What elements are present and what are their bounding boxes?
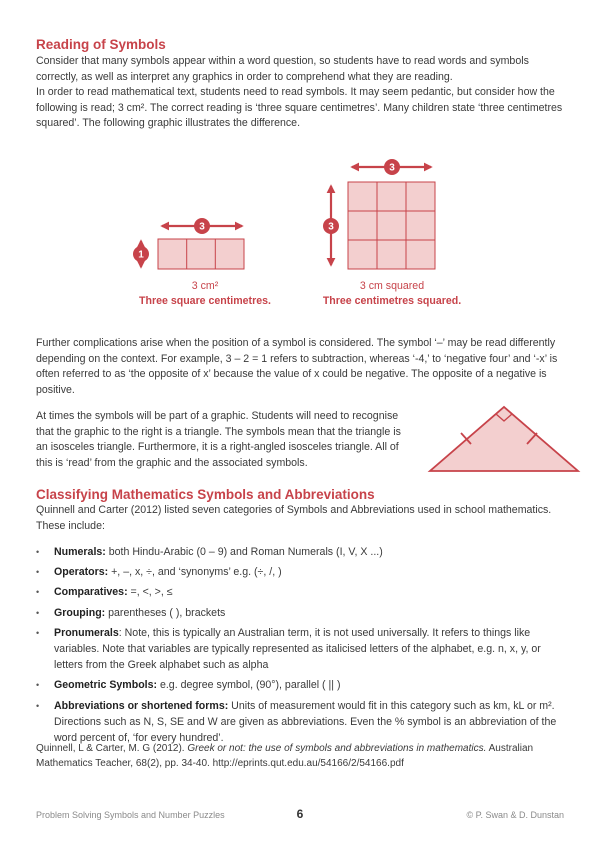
reference-citation: Quinnell, L & Carter, M. G (2012). Greek or not: the use of symbols and abbreviations in mathematics. Australian Mathematics Teacher, 68(2), pp. 34-40. http://eprints.qut.edu.au/54166/2/54166.pdf <box>36 743 534 769</box>
list-item: • Pronumerals: Note, this is typically an Australian term, it is not used universally. It refers to things like variables. Note that variables are typically represented as italicised letters of the alphabet, e.g. n, x, y, or letters from the Greek alphabet such as alpha <box>36 625 568 674</box>
symbol-category-list <box>36 544 568 750</box>
paragraph-1: Consider that many symbols appear within a word question, so students have to read words and symbols correctly, as well as interpret any graphics in order to comprehend what they are reading. <box>36 55 529 83</box>
paragraph-4: At times the symbols will be part of a graphic. Students will need to recognise that the graphic to the right is a triangle. The symbols mean that the triangle is an isosceles triangle. Furthermore, it is a right-angled isosceles triangle. All of this is ‘read’ from the graphic and the associated symbols. <box>36 410 401 469</box>
list-item: • Operators: +, –, x, ÷, and ‘synonyms’ e.g. (÷, /, ) <box>36 564 568 580</box>
footer-book-title: Problem Solving Symbols and Number Puzzles <box>36 810 225 820</box>
list-item: • Numerals: both Hindu-Arabic (0 – 9) and Roman Numerals (I, V, X ...) <box>36 544 568 560</box>
right-caption-reading: Three centimetres squared. <box>322 295 462 307</box>
list-item: • Geometric Symbols: e.g. degree symbol, (90°), parallel ( || ) <box>36 677 568 693</box>
area-comparison-figure <box>120 155 480 285</box>
paragraph-intro <box>36 54 566 132</box>
right-width-label: 3 <box>389 162 395 174</box>
right-caption-units: 3 cm squared <box>359 280 425 292</box>
left-caption-units: 3 cm² <box>191 280 219 292</box>
isosceles-triangle-graphic <box>425 402 585 477</box>
page-number: 6 <box>296 807 304 821</box>
left-height-label: 1 <box>138 249 144 261</box>
section-title-reading-symbols: Reading of Symbols <box>36 37 166 52</box>
list-item: • Comparatives: =, <, >, ≤ <box>36 584 568 600</box>
left-width-label: 3 <box>199 221 205 233</box>
left-caption <box>125 279 285 309</box>
three-square-cm-diagram <box>133 218 244 269</box>
footer-copyright: © P. Swan & D. Dunstan <box>466 810 564 820</box>
paragraph-2: In order to read mathematical text, students need to read symbols. It may seem pedantic, but consider how the following is read; 3 cm². The correct reading is ‘three square centimetres’. Many children state ‘three centimetres squared’. The following graphic illustrates the difference. <box>36 86 563 130</box>
left-caption-reading: Three square centimetres. <box>139 295 271 307</box>
list-item: • Grouping: parentheses ( ), brackets <box>36 605 568 621</box>
paragraph-3: Further complications arise when the position of a symbol is considered. The symbol ‘–’ may be read differently depending on the context. For example, 3 – 2 = 1 refers to subtraction, whereas ‘-4,’ to ‘negative four’ and ‘-x’ is often referred to as ‘the opposite of x’ because the value of x could be negative. The opposite of a negative is positive. <box>36 337 558 396</box>
right-height-label: 3 <box>328 221 334 233</box>
section-title-classifying: Classifying Mathematics Symbols and Abbreviations <box>36 487 375 502</box>
three-cm-squared-diagram <box>323 159 435 269</box>
right-caption <box>312 279 472 309</box>
list-item: • Abbreviations or shortened forms: Units of measurement would fit in this category such as km, kL or m². Directions such as N, S, SE and W are given as abbreviations. Even the % symbol is an abbreviation of the word percent of, ‘for every hundred’. <box>36 698 568 747</box>
paragraph-classifying-intro: Quinnell and Carter (2012) listed seven categories of Symbols and Abbreviations used in school mathematics. These include: <box>36 504 552 532</box>
